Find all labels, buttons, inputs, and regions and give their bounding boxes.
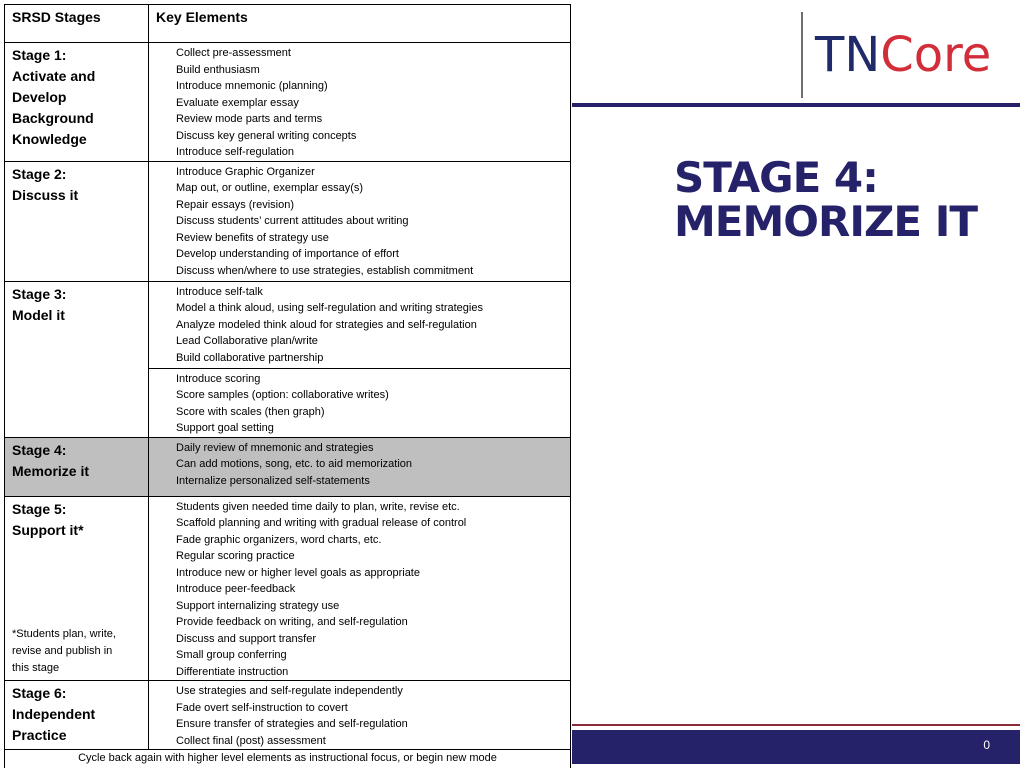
logo-divider [801, 12, 803, 98]
key-element-item: Support internalizing strategy use [176, 599, 340, 612]
key-element-item: Score with scales (then graph) [176, 405, 325, 418]
key-element-item: Daily review of mnemonic and strategies [176, 441, 374, 454]
key-element-item: Review mode parts and terms [176, 113, 323, 125]
stage-3-label: Stage 3: Model it [5, 281, 149, 437]
key-element-item: Students given needed time daily to plan, write, revise etc. [176, 500, 460, 513]
key-element-item: Provide feedback on writing, and self-regulation [176, 616, 408, 628]
key-element-item: Introduce scoring [176, 372, 261, 385]
stage-1-label: Stage 1: Activate and Develop Background Knowledge [5, 43, 149, 162]
key-element-item: Use strategies and self-regulate independently [176, 685, 403, 697]
srsd-stages-table [4, 4, 571, 768]
stage-6-label: Stage 6: Independent Practice [5, 681, 149, 750]
stage-5-note: *Students plan, write, revise and publish in this stage [12, 628, 116, 674]
key-element-item: Score samples (option: collaborative writes) [176, 389, 389, 401]
key-element-item: Introduce self-talk [176, 285, 263, 298]
header-rule [572, 103, 1020, 107]
stage-5-label: Stage 5: Support it* *Students plan, write, revise and publish in this stage [5, 496, 149, 681]
stage-2-elements [149, 161, 571, 281]
key-element-item: Fade graphic organizers, word charts, etc. [176, 533, 382, 546]
key-element-item: Differentiate instruction [176, 665, 289, 678]
key-element-item: Discuss key general writing concepts [176, 129, 357, 142]
key-element-item: Evaluate exemplar essay [176, 96, 299, 109]
stage-2-label: Stage 2: Discuss it [5, 161, 149, 281]
key-element-item: Introduce peer-feedback [176, 583, 296, 595]
key-element-item: Analyze modeled think aloud for strategies and self-regulation [176, 318, 477, 331]
key-element-item: Support goal setting [176, 422, 274, 434]
slide-title-line-2: MEMORIZE IT [674, 197, 977, 246]
logo-core: Core [880, 27, 992, 83]
key-element-item: Can add motions, song, etc. to aid memorization [176, 458, 413, 470]
key-element-item: Build enthusiasm [176, 63, 260, 76]
key-element-item: Discuss and support transfer [176, 632, 317, 645]
key-element-item: Introduce self-regulation [176, 146, 295, 158]
stage-3-elements [149, 281, 571, 368]
slide-title [674, 153, 1019, 246]
key-element-item: Scaffold planning and writing with gradual release of control [176, 517, 467, 529]
key-element-item: Lead Collaborative plan/write [176, 335, 318, 347]
table-row [5, 43, 571, 162]
stage-3-scoring-elements [149, 368, 571, 437]
key-element-item: Ensure transfer of strategies and self-regulation [176, 718, 408, 730]
key-element-item: Introduce mnemonic (planning) [176, 80, 328, 92]
table-row [5, 161, 571, 281]
key-element-item: Map out, or outline, exemplar essay(s) [176, 182, 364, 194]
tncore-logo [801, 12, 991, 98]
key-element-item: Regular scoring practice [176, 550, 295, 562]
stage-6-elements [149, 681, 571, 750]
key-element-item: Internalize personalized self-statements [176, 474, 370, 487]
key-element-item: Introduce new or higher level goals as appropriate [176, 566, 420, 579]
key-element-item: Introduce Graphic Organizer [176, 165, 315, 178]
stage-4-elements [149, 437, 571, 496]
key-element-item: Collect final (post) assessment [176, 734, 326, 747]
footer-thin-rule [572, 724, 1020, 726]
header-srsd-stages: SRSD Stages [5, 5, 149, 43]
footer-bar [572, 730, 1020, 764]
stage-5-elements [149, 496, 571, 681]
table-footer-row [5, 750, 571, 768]
key-element-item: Model a think aloud, using self-regulation and writing strategies [176, 302, 483, 314]
table-row [5, 281, 571, 368]
stage-4-label: Stage 4: Memorize it [5, 437, 149, 496]
key-element-item: Discuss students’ current attitudes about writing [176, 215, 409, 227]
key-element-item: Review benefits of strategy use [176, 231, 329, 244]
header-key-elements: Key Elements [149, 5, 571, 43]
table-footer-note: Cycle back again with higher level elements as instructional focus, or begin new mode [5, 750, 571, 768]
key-element-item: Collect pre-assessment [176, 47, 291, 59]
logo-tn: TN [815, 27, 881, 83]
table-header-row [5, 5, 571, 43]
stage-1-elements [149, 43, 571, 162]
page-number: 0 [983, 738, 990, 752]
key-element-item: Fade overt self-instruction to covert [176, 701, 348, 714]
key-element-item: Repair essays (revision) [176, 198, 294, 211]
key-element-item: Develop understanding of importance of effort [176, 248, 399, 260]
table-row-highlighted [5, 437, 571, 496]
key-element-item: Discuss when/where to use strategies, establish commitment [176, 264, 474, 277]
key-element-item: Small group conferring [176, 649, 287, 661]
table-row [5, 681, 571, 750]
key-element-item: Build collaborative partnership [176, 351, 324, 364]
logo-wordmark [815, 27, 992, 83]
table-row [5, 496, 571, 681]
slide-title-line-1: STAGE 4: [674, 153, 878, 202]
